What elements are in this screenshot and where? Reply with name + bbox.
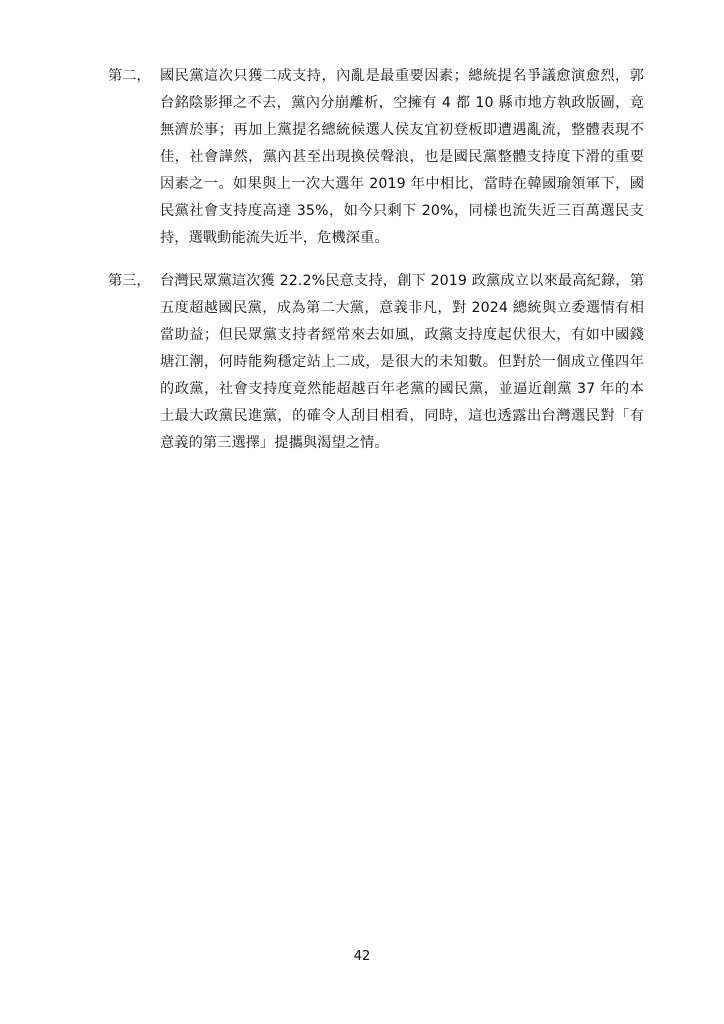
- text-line: 塘江潮，何時能夠穩定站上二成，是很大的未知數。但對於一個成立僅四年: [160, 354, 644, 370]
- text-line: 台銘陰影揮之不去，黨內分崩離析，空擁有 4 都 10 縣市地方執政版圖，竟: [160, 95, 644, 111]
- text-line: 的政黨，社會支持度竟然能超越百年老黨的國民黨，並逼近創黨 37 年的本: [160, 381, 644, 397]
- text-line: 土最大政黨民進黨，的確令人刮目相看，同時，這也透露出台灣選民對「有: [160, 408, 644, 424]
- text-line: 因素之一。如果與上一次大選年 2019 年中相比，當時在韓國瑜領軍下，國: [160, 176, 644, 192]
- text-line: 國民黨這次只獲二成支持，內亂是最重要因素；總統提名爭議愈演愈烈，郭: [160, 68, 644, 84]
- paragraph-label: 第三，: [108, 273, 151, 289]
- paragraph-third-point: [108, 268, 644, 457]
- text-line: 五度超越國民黨，成為第二大黨，意義非凡，對 2024 總統與立委選情有相: [160, 300, 644, 316]
- text-line: 無濟於事；再加上黨提名總統候選人侯友宜初登板即遭遇亂流，整體表現不: [160, 122, 644, 138]
- text-line: 民黨社會支持度高達 35%，如今只剩下 20%，同樣也流失近三百萬選民支: [160, 203, 644, 219]
- page-number: 42: [353, 949, 371, 964]
- paragraph-body: [160, 268, 644, 457]
- text-line: 當助益；但民眾黨支持者經常來去如風，政黨支持度起伏很大，有如中國錢: [160, 327, 644, 343]
- paragraph-body: [160, 63, 644, 252]
- paragraph-label: 第二，: [108, 68, 151, 84]
- text-line: 意義的第三選擇」提攜與渴望之情。: [160, 435, 389, 451]
- text-line: 持，選戰動能流失近半，危機深重。: [160, 230, 389, 246]
- paragraph-second-point: [108, 63, 644, 252]
- text-line: 台灣民眾黨這次獲 22.2%民意支持，創下 2019 政黨成立以來最高紀錄，第: [160, 273, 644, 289]
- text-line: 佳，社會譁然，黨內甚至出現換侯聲浪，也是國民黨整體支持度下滑的重要: [160, 149, 644, 165]
